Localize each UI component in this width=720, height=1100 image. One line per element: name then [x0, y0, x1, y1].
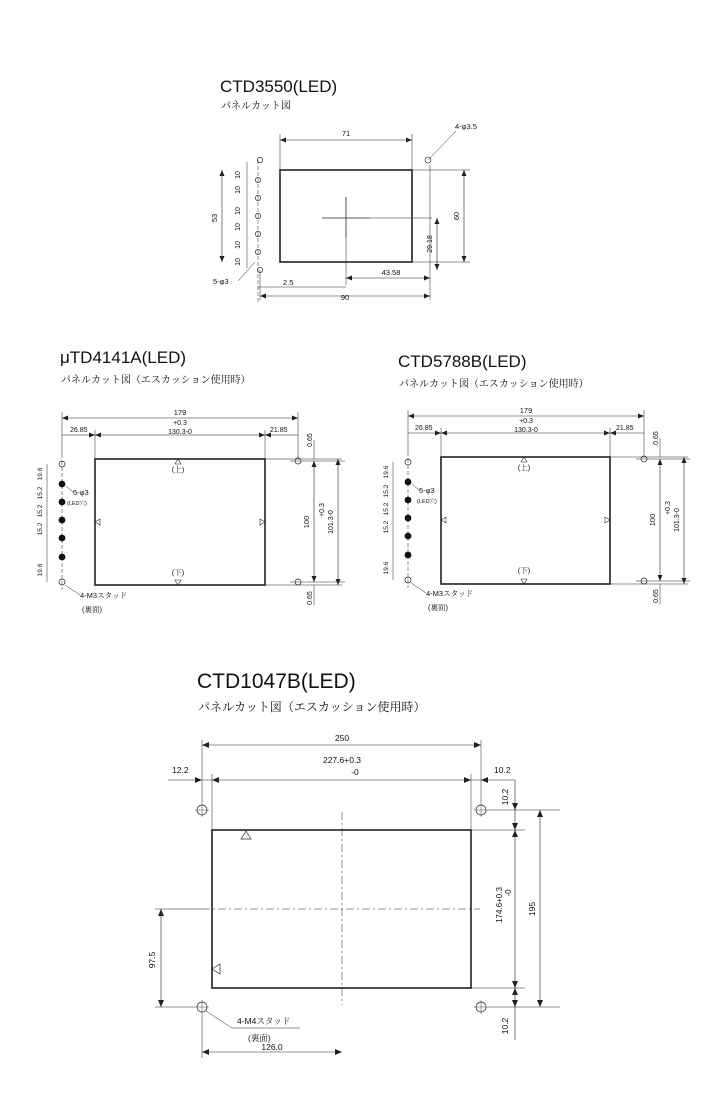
ctd1047b-dim-195: 195 — [527, 901, 537, 917]
ctd3550-dim-29: 29.18 — [427, 235, 434, 253]
ctd5788b-dim-100: 100 — [648, 513, 657, 527]
ctd5788b-pitch-label: 15.2 — [383, 502, 390, 516]
ctd1047b-dim-102-top: 10.2 — [500, 788, 510, 806]
ctd5788b-pitch-label: 19.6 — [383, 561, 390, 575]
utd4141a-drawing — [37, 348, 345, 614]
utd4141a-dim-065-top: 0.65 — [307, 433, 314, 447]
ctd5788b-dim-plus: +0.3 — [519, 418, 533, 425]
ctd5788b-dim-2185: 21.85 — [616, 425, 634, 432]
ctd3550-title: CTD3550(LED) — [220, 77, 338, 96]
utd4141a-back-note: (裏面) — [82, 605, 102, 614]
ctd3550-pitch-label: 10 — [235, 171, 242, 179]
ctd5788b-dim-1013: 101.3-0 — [674, 508, 681, 532]
utd4141a-subtitle: パネルカット図（エスカッション使用時） — [61, 375, 251, 386]
ctd5788b-title: CTD5788B(LED) — [398, 352, 527, 371]
ctd1047b-dim-122: 12.2 — [172, 765, 189, 775]
ctd3550-pitch-label: 10 — [235, 186, 242, 194]
utd4141a-dim-179: 179 — [173, 408, 187, 417]
ctd5788b-drawing — [383, 352, 690, 612]
utd4141a-led-hole — [59, 554, 66, 561]
ctd5788b-dim-1303: 130.3-0 — [514, 427, 538, 434]
ctd1047b-stud — [474, 1000, 488, 1014]
ctd1047b-back-note: (裏面) — [248, 1033, 271, 1043]
ctd1047b-subtitle: パネルカット図（エスカッション使用時） — [198, 700, 426, 714]
ctd1047b-dim-975: 97.5 — [147, 951, 157, 969]
ctd1047b-stud — [195, 1000, 209, 1014]
ctd5788b-pitch-label: 19.6 — [383, 465, 390, 479]
utd4141a-dim-2185: 21.85 — [270, 427, 288, 434]
utd4141a-led-sub: (LED穴) — [67, 501, 87, 507]
ctd5788b-dim-2685: 26.85 — [415, 425, 433, 432]
utd4141a-down-mark: (下) — [171, 568, 185, 577]
utd4141a-dim-1013: 101.3-0 — [328, 510, 335, 534]
ctd5788b-led-hole — [405, 552, 412, 559]
ctd5788b-cutout — [441, 457, 610, 584]
ctd1047b-dim-2276-minus: -0 — [351, 767, 359, 777]
ctd3550-dim-height: 60 — [452, 211, 461, 221]
ctd5788b-subtitle: パネルカット図（エスカッション使用時） — [399, 379, 589, 390]
ctd5788b-dim-065-top: 0.65 — [653, 431, 660, 445]
ctd5788b-led-hole — [405, 515, 412, 522]
ctd3550-dim-2-5: 2.5 — [283, 278, 294, 287]
ctd1047b-dim-250: 250 — [334, 733, 350, 743]
ctd3550-hole-note: 4-φ3.5 — [455, 122, 477, 131]
utd4141a-dim-plus: +0.3 — [173, 420, 187, 427]
utd4141a-stud-note: 4-M3スタッド — [80, 591, 128, 600]
ctd1047b-stud — [474, 803, 488, 817]
ctd5788b-led-hole — [405, 533, 412, 540]
ctd5788b-dim-1013-plus: +0.3 — [665, 501, 672, 515]
ctd5788b-dim-179: 179 — [519, 406, 533, 415]
ctd5788b-down-mark: (下) — [517, 566, 531, 575]
utd4141a-pitch-label: 15.2 — [37, 522, 44, 536]
ctd1047b-drawing — [147, 670, 560, 1058]
utd4141a-dim-100: 100 — [302, 515, 311, 529]
ctd5788b-led-hole — [405, 479, 412, 486]
ctd3550-subtitle: パネルカット図 — [221, 101, 291, 112]
ctd5788b-stud-note: 4-M3スタッド — [426, 589, 474, 598]
ctd1047b-stud-note: 4-M4スタッド — [237, 1016, 291, 1026]
ctd3550-pitch-label: 10 — [235, 223, 242, 231]
ctd5788b-back-note: (裏面) — [428, 603, 448, 612]
ctd3550-led-note: 5-φ3 — [213, 277, 229, 286]
utd4141a-cutout — [95, 459, 265, 585]
ctd1047b-title: CTD1047B(LED) — [197, 670, 356, 693]
utd4141a-pitch-label: 19.6 — [37, 467, 44, 481]
utd4141a-led-hole — [59, 481, 66, 488]
utd4141a-title: μTD4141A(LED) — [60, 348, 187, 367]
ctd5788b-led-note: 5-φ3 — [419, 486, 435, 495]
ctd1047b-dim-2276: 227.6+0.3 — [322, 755, 362, 765]
ctd3550-pitch-label: 10 — [235, 258, 242, 266]
ctd3550-dim-90: 90 — [340, 293, 350, 302]
utd4141a-dim-065-bot: 0.65 — [307, 591, 314, 605]
ctd1047b-dim-102-right: 10.2 — [494, 765, 511, 775]
utd4141a-pitch-label: 15.2 — [37, 504, 44, 518]
utd4141a-dim-1013-plus: +0.3 — [319, 503, 326, 517]
ctd1047b-stud — [195, 803, 209, 817]
ctd5788b-up-mark: (上) — [517, 463, 531, 472]
ctd5788b-dim-065-bot: 0.65 — [653, 589, 660, 603]
ctd1047b-dim-1746-minus: -0 — [504, 889, 513, 897]
utd4141a-pitch-label: 19.6 — [37, 563, 44, 577]
ctd1047b-dim-102-bot: 10.2 — [500, 1017, 510, 1035]
ctd5788b-led-sub: (LED穴) — [417, 499, 437, 505]
ctd1047b-dim-1746: 174.6+0.3 — [495, 887, 504, 923]
ctd3550-dim-width: 71 — [341, 129, 351, 138]
utd4141a-up-mark: (上) — [171, 465, 185, 474]
utd4141a-dim-2685: 26.85 — [70, 427, 88, 434]
utd4141a-dim-1303: 130.3-0 — [168, 429, 192, 436]
ctd5788b-led-hole — [405, 497, 412, 504]
ctd1047b-dim-1260: 126.0 — [261, 1042, 283, 1052]
utd4141a-led-hole — [59, 499, 66, 506]
ctd5788b-pitch-label: 15.2 — [383, 484, 390, 498]
ctd3550-pitch-label: 10 — [235, 241, 242, 249]
ctd3550-dim-43: 43.58 — [381, 268, 401, 277]
utd4141a-led-note: 5-φ3 — [73, 488, 89, 497]
ctd3550-drawing — [210, 77, 477, 302]
utd4141a-pitch-label: 15.2 — [37, 486, 44, 500]
ctd5788b-pitch-label: 15.2 — [383, 520, 390, 534]
ctd3550-dim-pitch-total: 53 — [210, 213, 219, 223]
ctd3550-pitch-label: 10 — [235, 207, 242, 215]
utd4141a-led-hole — [59, 517, 66, 524]
utd4141a-led-hole — [59, 535, 66, 542]
